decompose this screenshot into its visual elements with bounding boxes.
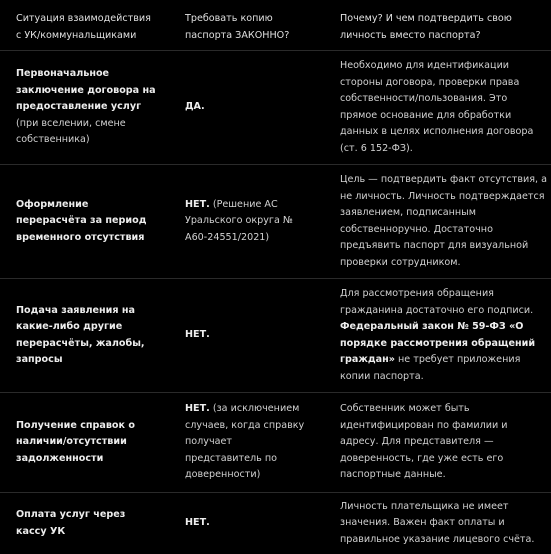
reason-text-post: не требует приложения копии паспорта. xyxy=(340,354,521,382)
row-situation xyxy=(0,493,166,554)
row-verdict xyxy=(166,393,321,492)
row-verdict xyxy=(166,165,321,278)
verdict-note: (за исключением случаев, когда справку получает представитель по доверенности) xyxy=(185,403,305,481)
table-row xyxy=(0,165,551,279)
reason-bold: Федеральный закон № 59-ФЗ «О порядке рассмотрения обращений граждан» xyxy=(340,321,536,365)
table-header-row xyxy=(0,0,551,51)
header-situation: Ситуация взаимодействия с УК/коммунальщиками xyxy=(16,13,151,41)
row-reason xyxy=(321,279,551,392)
reason-text: Необходимо для идентификации стороны договора, проверки права собственности/пользования. Это прямое основание для обработки данных в целях исполнения договора (ст. 6 152-ФЗ). xyxy=(340,60,534,154)
table-row xyxy=(0,493,551,554)
row-situation xyxy=(0,51,166,164)
row-reason xyxy=(321,393,551,492)
reason-text: Собственник может быть идентифицирован по фамилии и адресу. Для представителя — доверенность, где уже есть его паспортные данные. xyxy=(340,403,508,481)
situation-text: Оформление перерасчёта за период временного отсутствия xyxy=(16,198,147,243)
row-verdict xyxy=(166,493,321,554)
reason-text: Для рассмотрения обращения гражданина достаточно его подписи. xyxy=(340,288,534,316)
situation-text: Получение справок о наличии/отсутствии задолженности xyxy=(16,419,135,464)
header-verdict: Требовать копию паспорта ЗАКОННО? xyxy=(185,13,290,41)
situation-text: Первоначальное заключение договора на предоставление услуг xyxy=(16,68,156,113)
row-situation xyxy=(0,393,166,492)
verdict-text: ДА. xyxy=(185,101,205,113)
row-reason xyxy=(321,51,551,164)
row-situation xyxy=(0,165,166,278)
row-situation xyxy=(0,279,166,392)
verdict-note: (Решение АС Уральского округа № А60-24551/2021) xyxy=(185,198,293,243)
row-reason xyxy=(321,165,551,278)
reason-text: Цель — подтвердить факт отсутствия, а не личность. Личность подтверждается заявлением, подписанным собственноручно. Достаточно предъявить паспорт для визуальной проверки сотрудником. xyxy=(340,174,548,268)
table-row xyxy=(0,51,551,165)
reason-text: Личность плательщика не имеет значения. Важен факт оплаты и правильное указание лицевого счёта. xyxy=(340,500,535,545)
situation-note: (при вселении, смене собственника) xyxy=(16,117,126,146)
row-verdict xyxy=(166,279,321,392)
situation-text: Подача заявления на какие-либо другие перерасчёты, жалобы, запросы xyxy=(16,304,145,365)
table-row xyxy=(0,393,551,493)
verdict-text: НЕТ. xyxy=(185,517,210,529)
verdict-text: НЕТ. xyxy=(185,329,210,341)
table-row xyxy=(0,279,551,393)
row-verdict xyxy=(166,51,321,164)
verdict-text: НЕТ. xyxy=(185,403,210,415)
verdict-text: НЕТ. xyxy=(185,198,210,210)
situation-text: Оплата услуг через кассу УК xyxy=(16,509,126,537)
row-reason xyxy=(321,493,551,554)
header-reason: Почему? И чем подтвердить свою личность вместо паспорта? xyxy=(340,13,512,41)
